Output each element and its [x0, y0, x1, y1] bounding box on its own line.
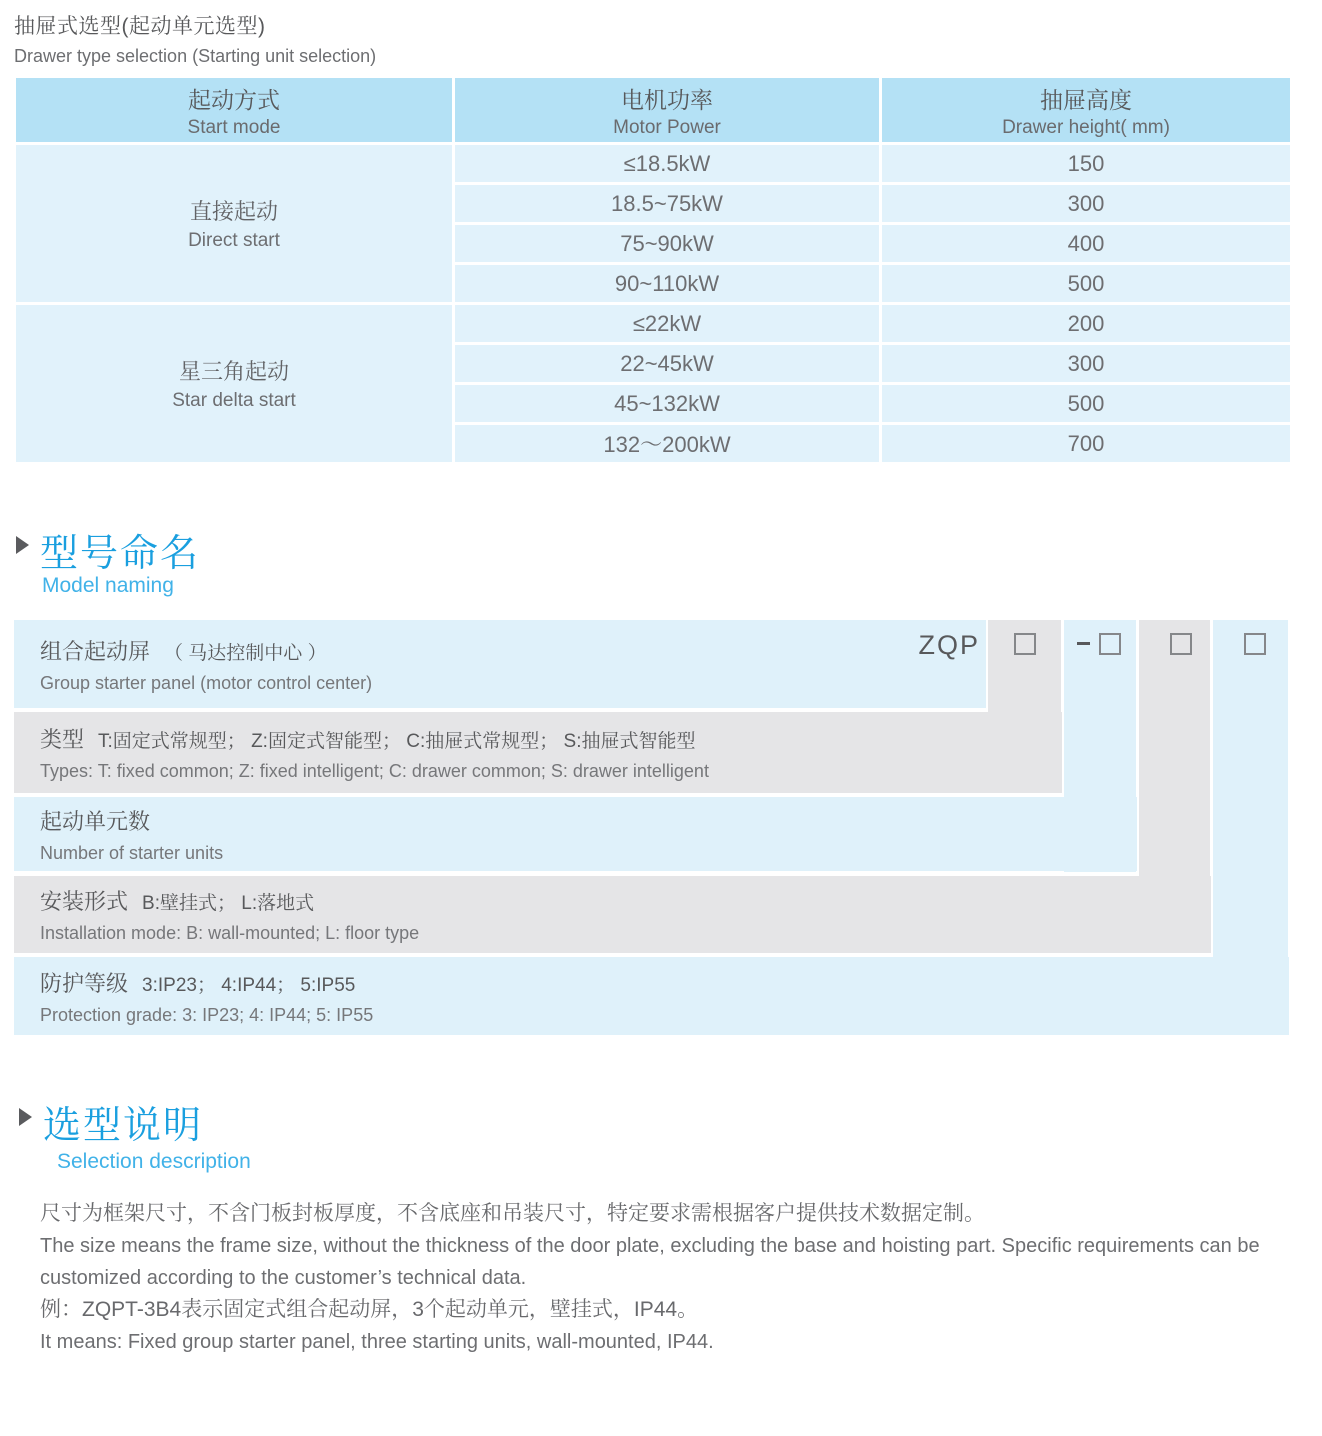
power-cell: 90~110kW — [455, 265, 879, 302]
desc-line: customized according to the customer’s technical data. — [40, 1267, 527, 1289]
model-naming-heading-cn: 型号命名 — [40, 533, 201, 575]
band-cn-label: 起动单元数 — [40, 808, 151, 834]
height-cell: 400 — [882, 225, 1290, 262]
header-cn: 起动方式 — [188, 86, 280, 113]
power-cell: ≤18.5kW — [455, 145, 879, 182]
mode-en: Direct start — [188, 230, 280, 251]
desc-line: It means: Fixed group starter panel, three starting units, wall-mounted, IP44. — [40, 1331, 714, 1353]
selection-heading-en: Selection description — [57, 1150, 251, 1173]
model-naming-heading-en: Model naming — [42, 574, 174, 597]
doc-title-cn: 抽屉式选型(起动单元选型) — [14, 15, 266, 38]
doc-header — [14, 10, 376, 67]
col-header-start-mode — [16, 78, 452, 142]
band-types — [14, 712, 1062, 793]
height-cell: 500 — [882, 265, 1290, 302]
header-en: Start mode — [187, 116, 281, 138]
band-en: Installation mode: B: wall-mounted; L: floor type — [40, 923, 420, 943]
power-cell: ≤22kW — [455, 305, 879, 342]
band-cn-label: 安装形式 — [40, 889, 129, 914]
band-cn-rest: 3:IP23； 4:IP44； 5:IP55 — [142, 974, 356, 996]
code-box-type — [1014, 633, 1036, 655]
power-cell: 132～200kW — [455, 425, 879, 462]
band-protection-grade — [14, 957, 1289, 1035]
band-en: Protection grade: 3: IP23; 4: IP44; 5: IP55 — [40, 1004, 374, 1025]
band-cn-rest: （ 马达控制中心 ） — [164, 642, 327, 664]
desc-line: 尺寸为框架尺寸，不含门板封板厚度，不含底座和吊装尺寸，特定要求需根据客户提供技术数据定制。 — [40, 1202, 985, 1225]
doc-title-en: Drawer type selection (Starting unit selection) — [14, 46, 377, 66]
code-box-units — [1099, 633, 1121, 655]
band-cn-label: 防护等级 — [40, 970, 129, 996]
start-mode-star-delta-cell — [16, 305, 452, 462]
height-cell: 700 — [882, 425, 1290, 462]
start-mode-direct-cell — [16, 145, 452, 302]
code-box-installation — [1170, 633, 1192, 655]
drawer-selection-table — [16, 78, 1290, 462]
height-cell: 500 — [882, 385, 1290, 422]
desc-line: The size means the frame size, without the thickness of the door plate, excluding the base and hoisting part. Specific requirements can be — [40, 1235, 1260, 1257]
power-cell: 75~90kW — [455, 225, 879, 262]
power-cell: 18.5~75kW — [455, 185, 879, 222]
mode-en: Star delta start — [172, 390, 296, 411]
band-en: Group starter panel (motor control center) — [40, 672, 373, 693]
band-cn-label: 类型 — [40, 727, 85, 752]
height-cell: 300 — [882, 345, 1290, 382]
code-dash — [1077, 642, 1090, 645]
height-cell: 200 — [882, 305, 1290, 342]
col-header-motor-power — [455, 78, 879, 142]
desc-line: 例：ZQPT-3B4表示固定式组合起动屏，3个起动单元，壁挂式，IP44。 — [40, 1298, 699, 1321]
band-cn-label: 组合起动屏 — [40, 638, 151, 664]
section-arrow-icon — [16, 536, 29, 554]
header-cn: 抽屉高度 — [1040, 86, 1132, 113]
header-en: Drawer height( mm) — [1002, 116, 1170, 138]
selection-description — [40, 1198, 1302, 1358]
header-en: Motor Power — [613, 116, 721, 138]
mode-cn: 星三角起动 — [178, 359, 289, 384]
band-cn-rest: B:壁挂式； L:落地式 — [142, 893, 315, 914]
band-cn-rest: T:固定式常规型； Z:固定式智能型； C:抽屉式常规型； S:抽屉式智能型 — [98, 731, 696, 752]
height-cell: 300 — [882, 185, 1290, 222]
band-installation-mode — [14, 876, 1211, 953]
section-arrow-icon — [19, 1108, 32, 1126]
band-en: Number of starter units — [40, 842, 224, 863]
power-cell: 45~132kW — [455, 385, 879, 422]
band-en: Types: T: fixed common; Z: fixed intelligent; C: drawer common; S: drawer intelligent — [40, 761, 709, 781]
band-starter-units — [14, 797, 1137, 871]
model-code: ZQP — [918, 630, 980, 660]
col-header-drawer-height — [882, 78, 1290, 142]
band-group-starter-panel — [14, 620, 986, 708]
code-box-protection — [1244, 633, 1266, 655]
power-cell: 22~45kW — [455, 345, 879, 382]
header-cn: 电机功率 — [621, 86, 713, 113]
mode-cn: 直接起动 — [189, 199, 278, 224]
selection-heading-cn: 选型说明 — [43, 1105, 204, 1147]
height-cell: 150 — [882, 145, 1290, 182]
